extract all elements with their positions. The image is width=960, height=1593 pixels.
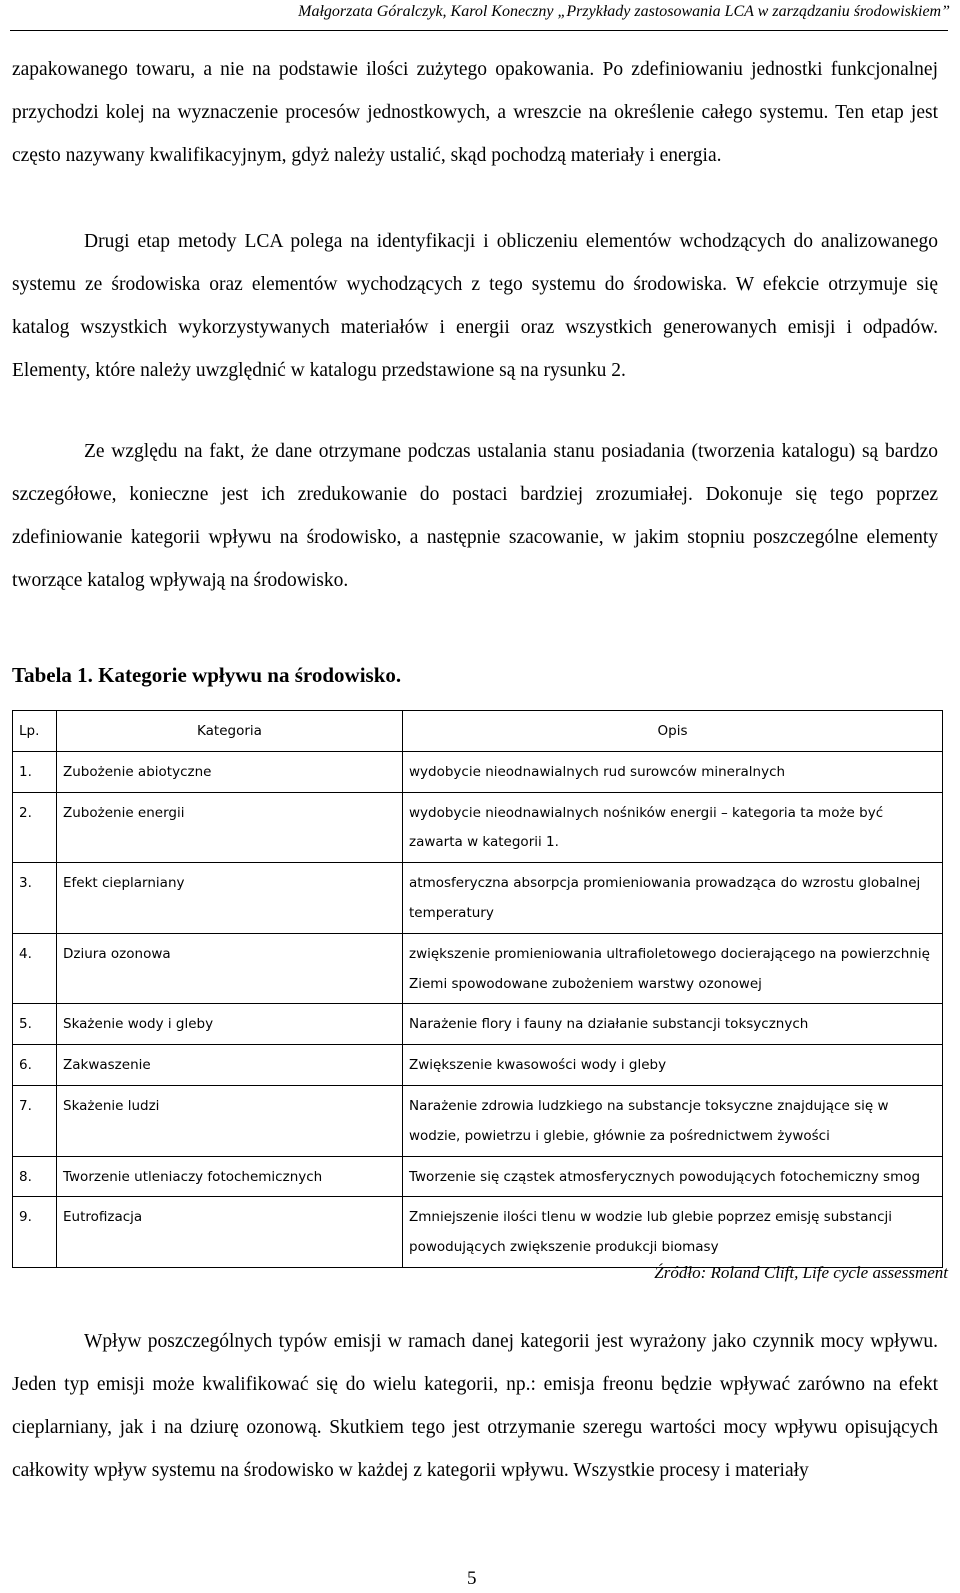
cell-description: zwiększenie promieniowania ultrafioletowego docierającego na powierzchnię Ziemi spowodowane zubożeniem warstwy ozonowej	[403, 933, 943, 1004]
header-divider	[10, 30, 948, 31]
table-caption: Tabela 1. Kategorie wpływu na środowisko.	[12, 663, 402, 687]
table-body	[13, 751, 943, 1267]
cell-category: Skażenie wody i gleby	[57, 1004, 403, 1045]
table-row	[13, 751, 943, 792]
table-source: Źródło: Roland Clift, Life cycle assessment	[654, 1263, 948, 1282]
paragraph-2: Drugi etap metody LCA polega na identyfikacji i obliczeniu elementów wchodzących do analizowanego systemu ze środowiska oraz elementów wychodzących z tego systemu do środowiska. W efekcie otrzymuje się katalog wszystkich wykorzystywanych materiałów i energii oraz wszystkich generowanych emisji i odpadów. Elementy, które należy uwzględnić w katalogu przedstawione są na rysunku 2.	[12, 231, 938, 381]
paragraph-1: zapakowanego towaru, a nie na podstawie ilości zużytego opakowania. Po zdefiniowaniu jednostki funkcjonalnej przychodzi kolej na wyznaczenie procesów jednostkowych, a wreszcie na określenie całego systemu. Ten etap jest często nazywany kwalifikacyjnym, gdyż należy ustalić, skąd pochodzą materiały i energia.	[12, 59, 938, 166]
running-header: Małgorzata Góralczyk, Karol Koneczny „Przykłady zastosowania LCA w zarządzaniu środowiskiem”	[298, 3, 950, 20]
cell-description: atmosferyczna absorpcja promieniowania prowadząca do wzrostu globalnej temperatury	[403, 863, 943, 934]
impact-categories-table	[12, 710, 943, 1268]
cell-description: Zmniejszenie ilości tlenu w wodzie lub glebie poprzez emisję substancji powodujących zwiększenie produkcji biomasy	[403, 1197, 943, 1268]
cell-description: wydobycie nieodnawialnych rud surowców mineralnych	[403, 751, 943, 792]
header-lp: Lp.	[13, 711, 57, 752]
table-row	[13, 1156, 943, 1197]
header-category: Kategoria	[57, 711, 403, 752]
cell-lp: 2.	[13, 792, 57, 863]
paragraph-4: Wpływ poszczególnych typów emisji w ramach danej kategorii jest wyrażony jako czynnik mocy wpływu. Jeden typ emisji może kwalifikować się do wielu kategorii, np.: emisja freonu będzie wpływać zarówno na efekt cieplarniany, jak i na dziurę ozonową. Skutkiem tego jest otrzymanie szeregu wartości mocy wpływu opisujących całkowity wpływ systemu na środowisko w każdej z kategorii wpływu. Wszystkie procesy i materiały	[12, 1331, 938, 1481]
cell-category: Zubożenie abiotyczne	[57, 751, 403, 792]
cell-lp: 8.	[13, 1156, 57, 1197]
cell-lp: 1.	[13, 751, 57, 792]
table-row	[13, 933, 943, 1004]
cell-category: Eutrofizacja	[57, 1197, 403, 1268]
cell-lp: 5.	[13, 1004, 57, 1045]
cell-description: Narażenie flory i fauny na działanie substancji toksycznych	[403, 1004, 943, 1045]
cell-lp: 9.	[13, 1197, 57, 1268]
table-row	[13, 1004, 943, 1045]
cell-description: Zwiększenie kwasowości wody i gleby	[403, 1045, 943, 1086]
cell-lp: 4.	[13, 933, 57, 1004]
table-row	[13, 792, 943, 863]
cell-category: Efekt cieplarniany	[57, 863, 403, 934]
table-header-row	[13, 711, 943, 752]
cell-description: wydobycie nieodnawialnych nośników energii – kategoria ta może być zawarta w kategorii 1.	[403, 792, 943, 863]
cell-description: Tworzenie się cząstek atmosferycznych powodujących fotochemiczny smog	[403, 1156, 943, 1197]
header-description: Opis	[403, 711, 943, 752]
cell-category: Zubożenie energii	[57, 792, 403, 863]
cell-category: Skażenie ludzi	[57, 1085, 403, 1156]
page-number: 5	[467, 1568, 477, 1589]
table-row	[13, 1045, 943, 1086]
cell-category: Zakwaszenie	[57, 1045, 403, 1086]
cell-lp: 7.	[13, 1085, 57, 1156]
cell-category: Dziura ozonowa	[57, 933, 403, 1004]
paragraph-3: Ze względu na fakt, że dane otrzymane podczas ustalania stanu posiadania (tworzenia katalogu) są bardzo szczegółowe, konieczne jest ich zredukowanie do postaci bardziej zrozumiałej. Dokonuje się tego poprzez zdefiniowanie kategorii wpływu na środowisko, a następnie szacowanie, w jakim stopniu poszczególne elementy tworzące katalog wpływają na środowisko.	[12, 441, 938, 591]
cell-lp: 3.	[13, 863, 57, 934]
cell-description: Narażenie zdrowia ludzkiego na substancje toksyczne znajdujące się w wodzie, powietrzu i glebie, głównie za pośrednictwem żywości	[403, 1085, 943, 1156]
cell-lp: 6.	[13, 1045, 57, 1086]
cell-category: Tworzenie utleniaczy fotochemicznych	[57, 1156, 403, 1197]
table-row	[13, 863, 943, 934]
table-row	[13, 1197, 943, 1268]
table-row	[13, 1085, 943, 1156]
